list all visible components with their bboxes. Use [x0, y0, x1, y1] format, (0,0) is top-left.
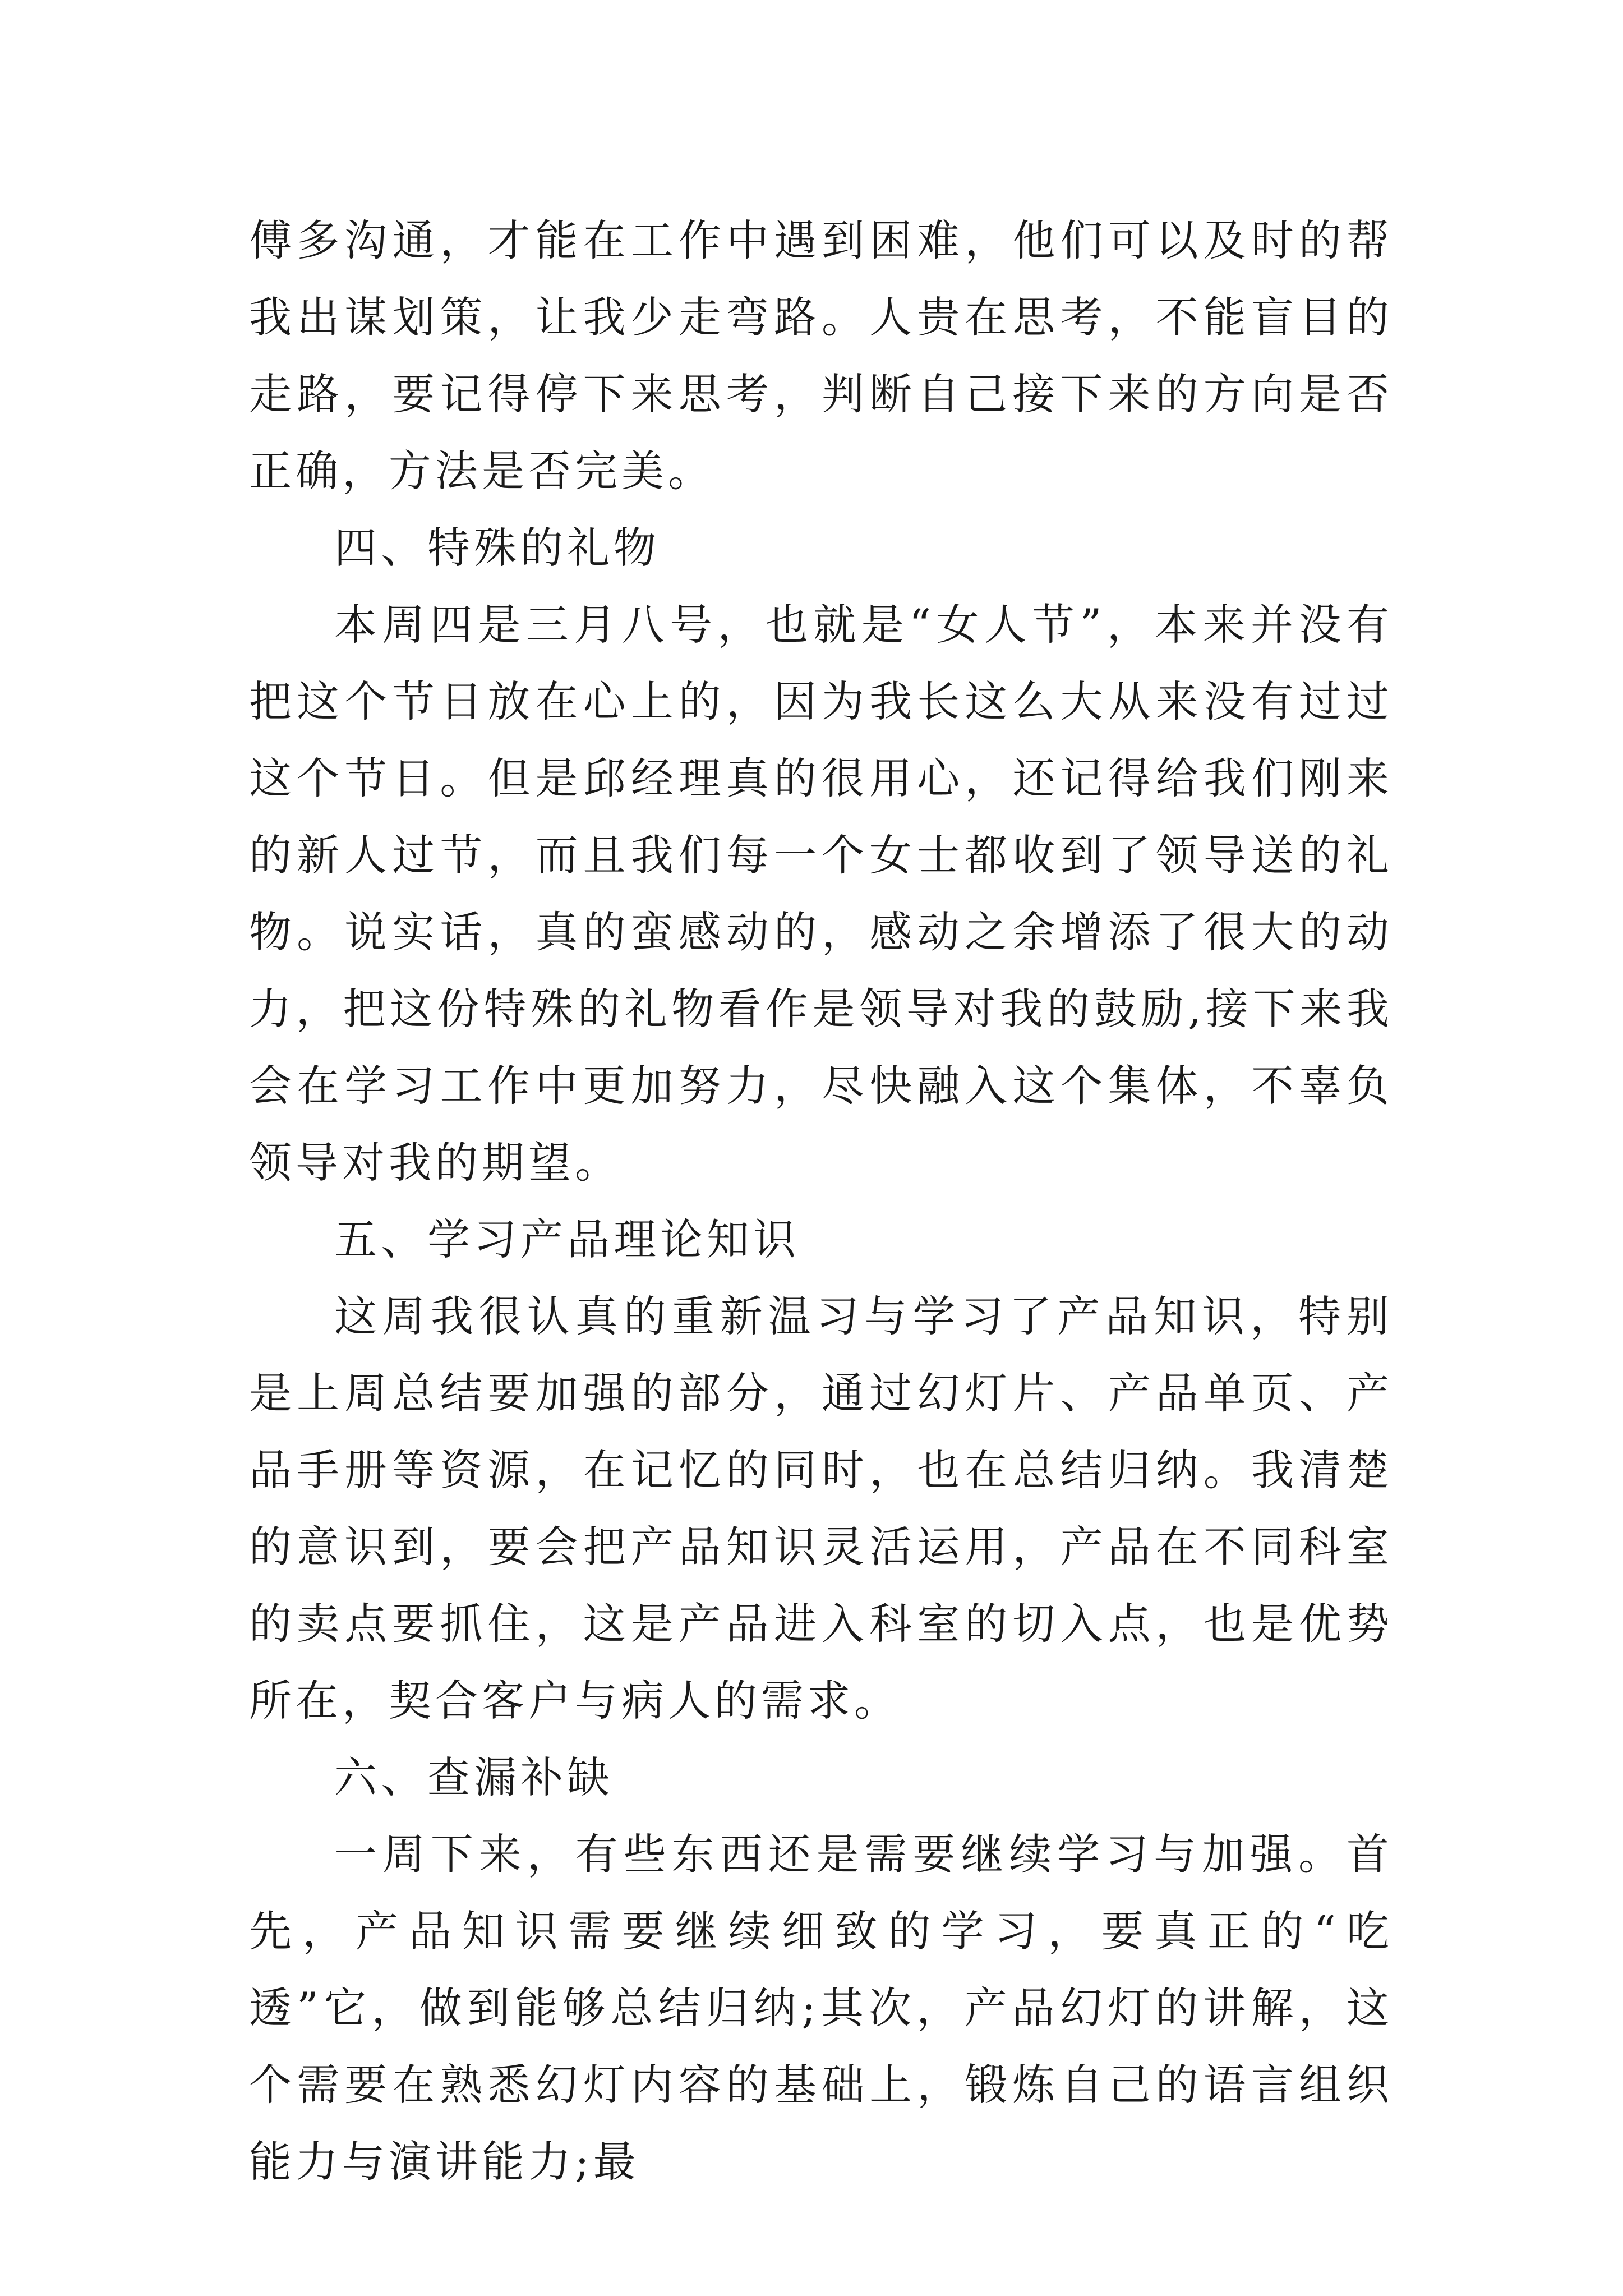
paragraph-gap-filling: 一周下来，有些东西还是需要继续学习与加强。首先，产品知识需要继续细致的学习，要真正的“吃透”它，做到能够总结归纳;其次，产品幻灯的讲解，这个需要在熟悉幻灯内容的基础上，锻炼自己的语言组织能力与演讲能力;最: [249, 1829, 1393, 2187]
paragraph-continued: 傅多沟通，才能在工作中遇到困难，他们可以及时的帮我出谋划策，让我少走弯路。人贵在思考，不能盲目的走路，要记得停下来思考，判断自己接下来的方向是否正确，方法是否完美。: [249, 215, 1393, 496]
document-body: [249, 202, 1393, 2200]
paragraph-womens-day: 本周四是三月八号，也就是“女人节”，本来并没有把这个节日放在心上的，因为我长这么大从来没有过过这个节日。但是邱经理真的很用心，还记得给我们刚来的新人过节，而且我们每一个女士都收到了领导送的礼物。说实话，真的蛮感动的，感动之余增添了很大的动力，把这份特殊的礼物看作是领导对我的鼓励,接下来我会在学习工作中更加努力，尽快融入这个集体，不辜负领导对我的期望。: [249, 600, 1393, 1188]
section-heading-product-theory: 五、学习产品理论知识: [334, 1214, 800, 1264]
section-heading-gap-filling: 六、查漏补缺: [334, 1752, 614, 1802]
section-heading-special-gift: 四、特殊的礼物: [334, 523, 660, 573]
paragraph-product-knowledge: 这周我很认真的重新温习与学习了产品知识，特别是上周总结要加强的部分，通过幻灯片、产品单页、产品手册等资源，在记忆的同时，也在总结归纳。我清楚的意识到，要会把产品知识灵活运用，产品在不同科室的卖点要抓住，这是产品进入科室的切入点，也是优势所在，契合客户与病人的需求。: [249, 1291, 1393, 1726]
